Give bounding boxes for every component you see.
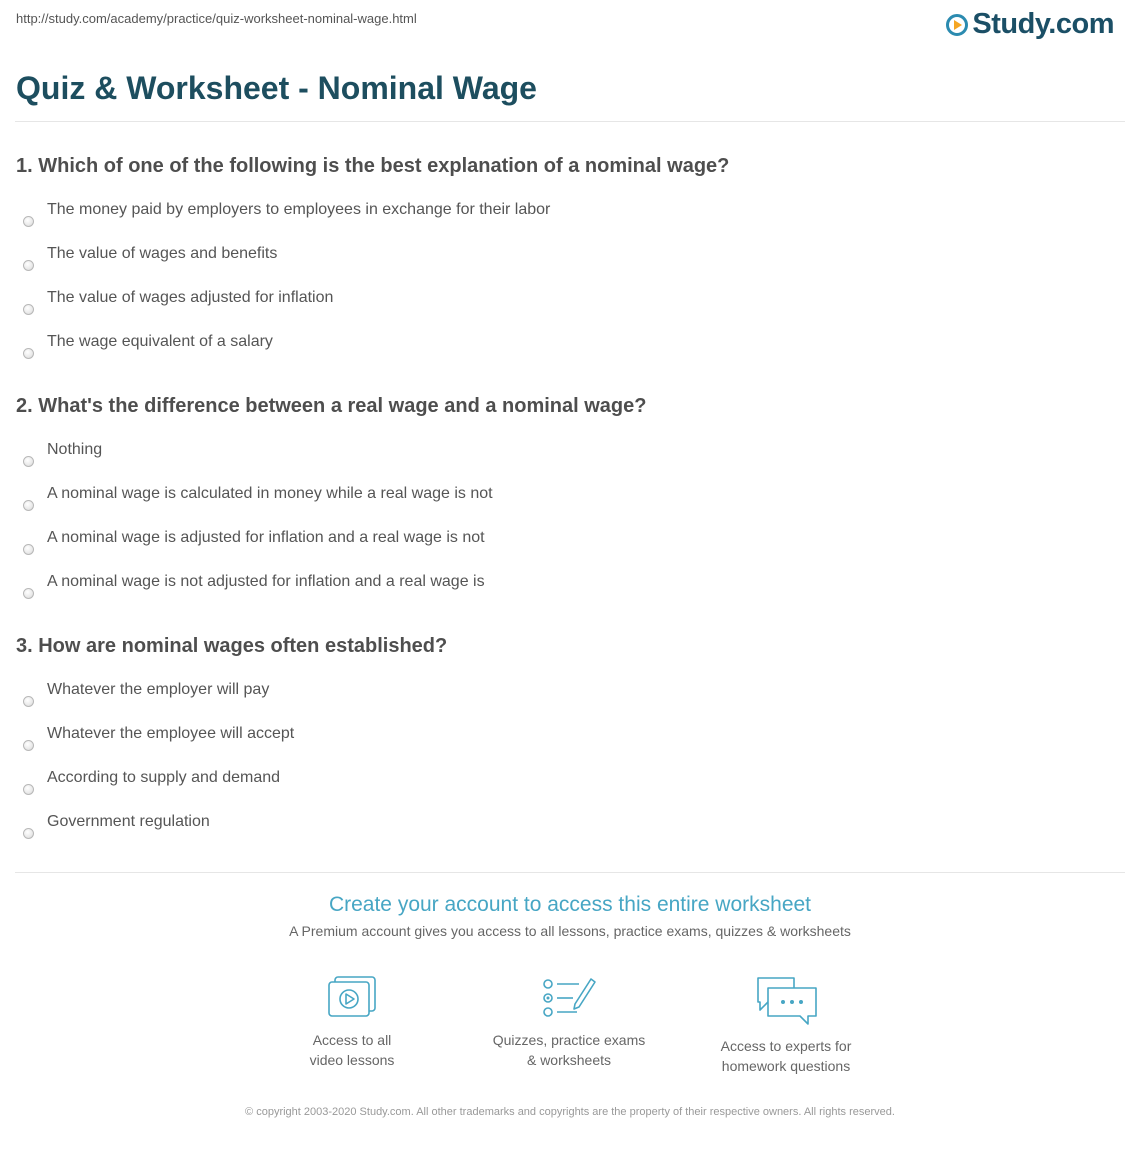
answer-option[interactable] [23,199,923,243]
cta-subtitle: A Premium account gives you access to all lessons, practice exams, quizzes & worksheets [289,923,851,939]
cta-link[interactable]: Create your account to access this entire worksheet [328,893,812,916]
answer-list-1 [23,199,923,375]
answer-label: The money paid by employers to employees in exchange for their labor [47,201,551,218]
answer-option[interactable] [23,527,923,571]
radio-button[interactable] [23,588,34,599]
feature-label: homework questions [721,1058,851,1074]
radio-button[interactable] [23,500,34,511]
answer-label: Whatever the employee will accept [47,725,295,742]
answer-option[interactable] [23,243,923,287]
answer-label: The value of wages and benefits [47,245,278,262]
content-divider [15,872,1125,873]
answer-label: A nominal wage is adjusted for inflation and a real wage is not [47,529,485,546]
answer-option[interactable] [23,483,923,527]
feature-experts [696,974,876,1076]
radio-button[interactable] [23,348,34,359]
feature-quizzes [479,974,659,1070]
radio-button[interactable] [23,740,34,751]
radio-button[interactable] [23,696,34,707]
radio-button[interactable] [23,828,34,839]
answer-label: The wage equivalent of a salary [47,333,273,350]
answer-option[interactable] [23,571,923,615]
radio-button[interactable] [23,216,34,227]
signup-cta [0,893,1140,939]
answer-option[interactable] [23,679,923,723]
answer-option[interactable] [23,439,923,483]
feature-video-lessons [262,974,442,1070]
feature-label: Quizzes, practice exams [492,1032,646,1048]
answer-list-3 [23,679,923,855]
radio-button[interactable] [23,544,34,555]
answer-option[interactable] [23,287,923,331]
video-lessons-icon [326,974,378,1020]
copyright-text: © copyright 2003-2020 Study.com. All other trademarks and copyrights are the property of their respective owners. All rights reserved. [245,1106,895,1118]
header-divider [15,121,1125,122]
chat-bubbles-icon [754,974,818,1026]
answer-label: Government regulation [47,813,210,830]
feature-label: Access to all [312,1032,392,1048]
answer-option[interactable] [23,331,923,375]
page-title: Quiz & Worksheet - Nominal Wage [16,70,537,106]
page-url: http://study.com/academy/practice/quiz-worksheet-nominal-wage.html [16,11,417,26]
answer-option[interactable] [23,811,923,855]
radio-button[interactable] [23,260,34,271]
question-1: 1. Which of one of the following is the best explanation of a nominal wage? [16,155,730,177]
radio-button[interactable] [23,784,34,795]
quiz-list-icon [541,974,597,1020]
play-logo-icon [946,14,968,36]
answer-label: A nominal wage is not adjusted for inflation and a real wage is [47,573,485,590]
answer-option[interactable] [23,767,923,811]
radio-button[interactable] [23,456,34,467]
question-2: 2. What's the difference between a real wage and a nominal wage? [16,395,647,417]
answer-label: Nothing [47,441,103,458]
answer-label: Whatever the employer will pay [47,681,270,698]
question-3: 3. How are nominal wages often established? [16,635,448,657]
answer-label: According to supply and demand [47,769,281,786]
feature-label: & worksheets [526,1052,612,1068]
study-logo[interactable] [946,8,1114,41]
answer-label: The value of wages adjusted for inflation [47,289,334,306]
radio-button[interactable] [23,304,34,315]
answer-label: A nominal wage is calculated in money while a real wage is not [47,485,493,502]
answer-option[interactable] [23,723,923,767]
logo-text: Study.com [972,8,1114,40]
feature-label: video lessons [309,1052,395,1068]
feature-label: Access to experts for [720,1038,852,1054]
answer-list-2 [23,439,923,615]
